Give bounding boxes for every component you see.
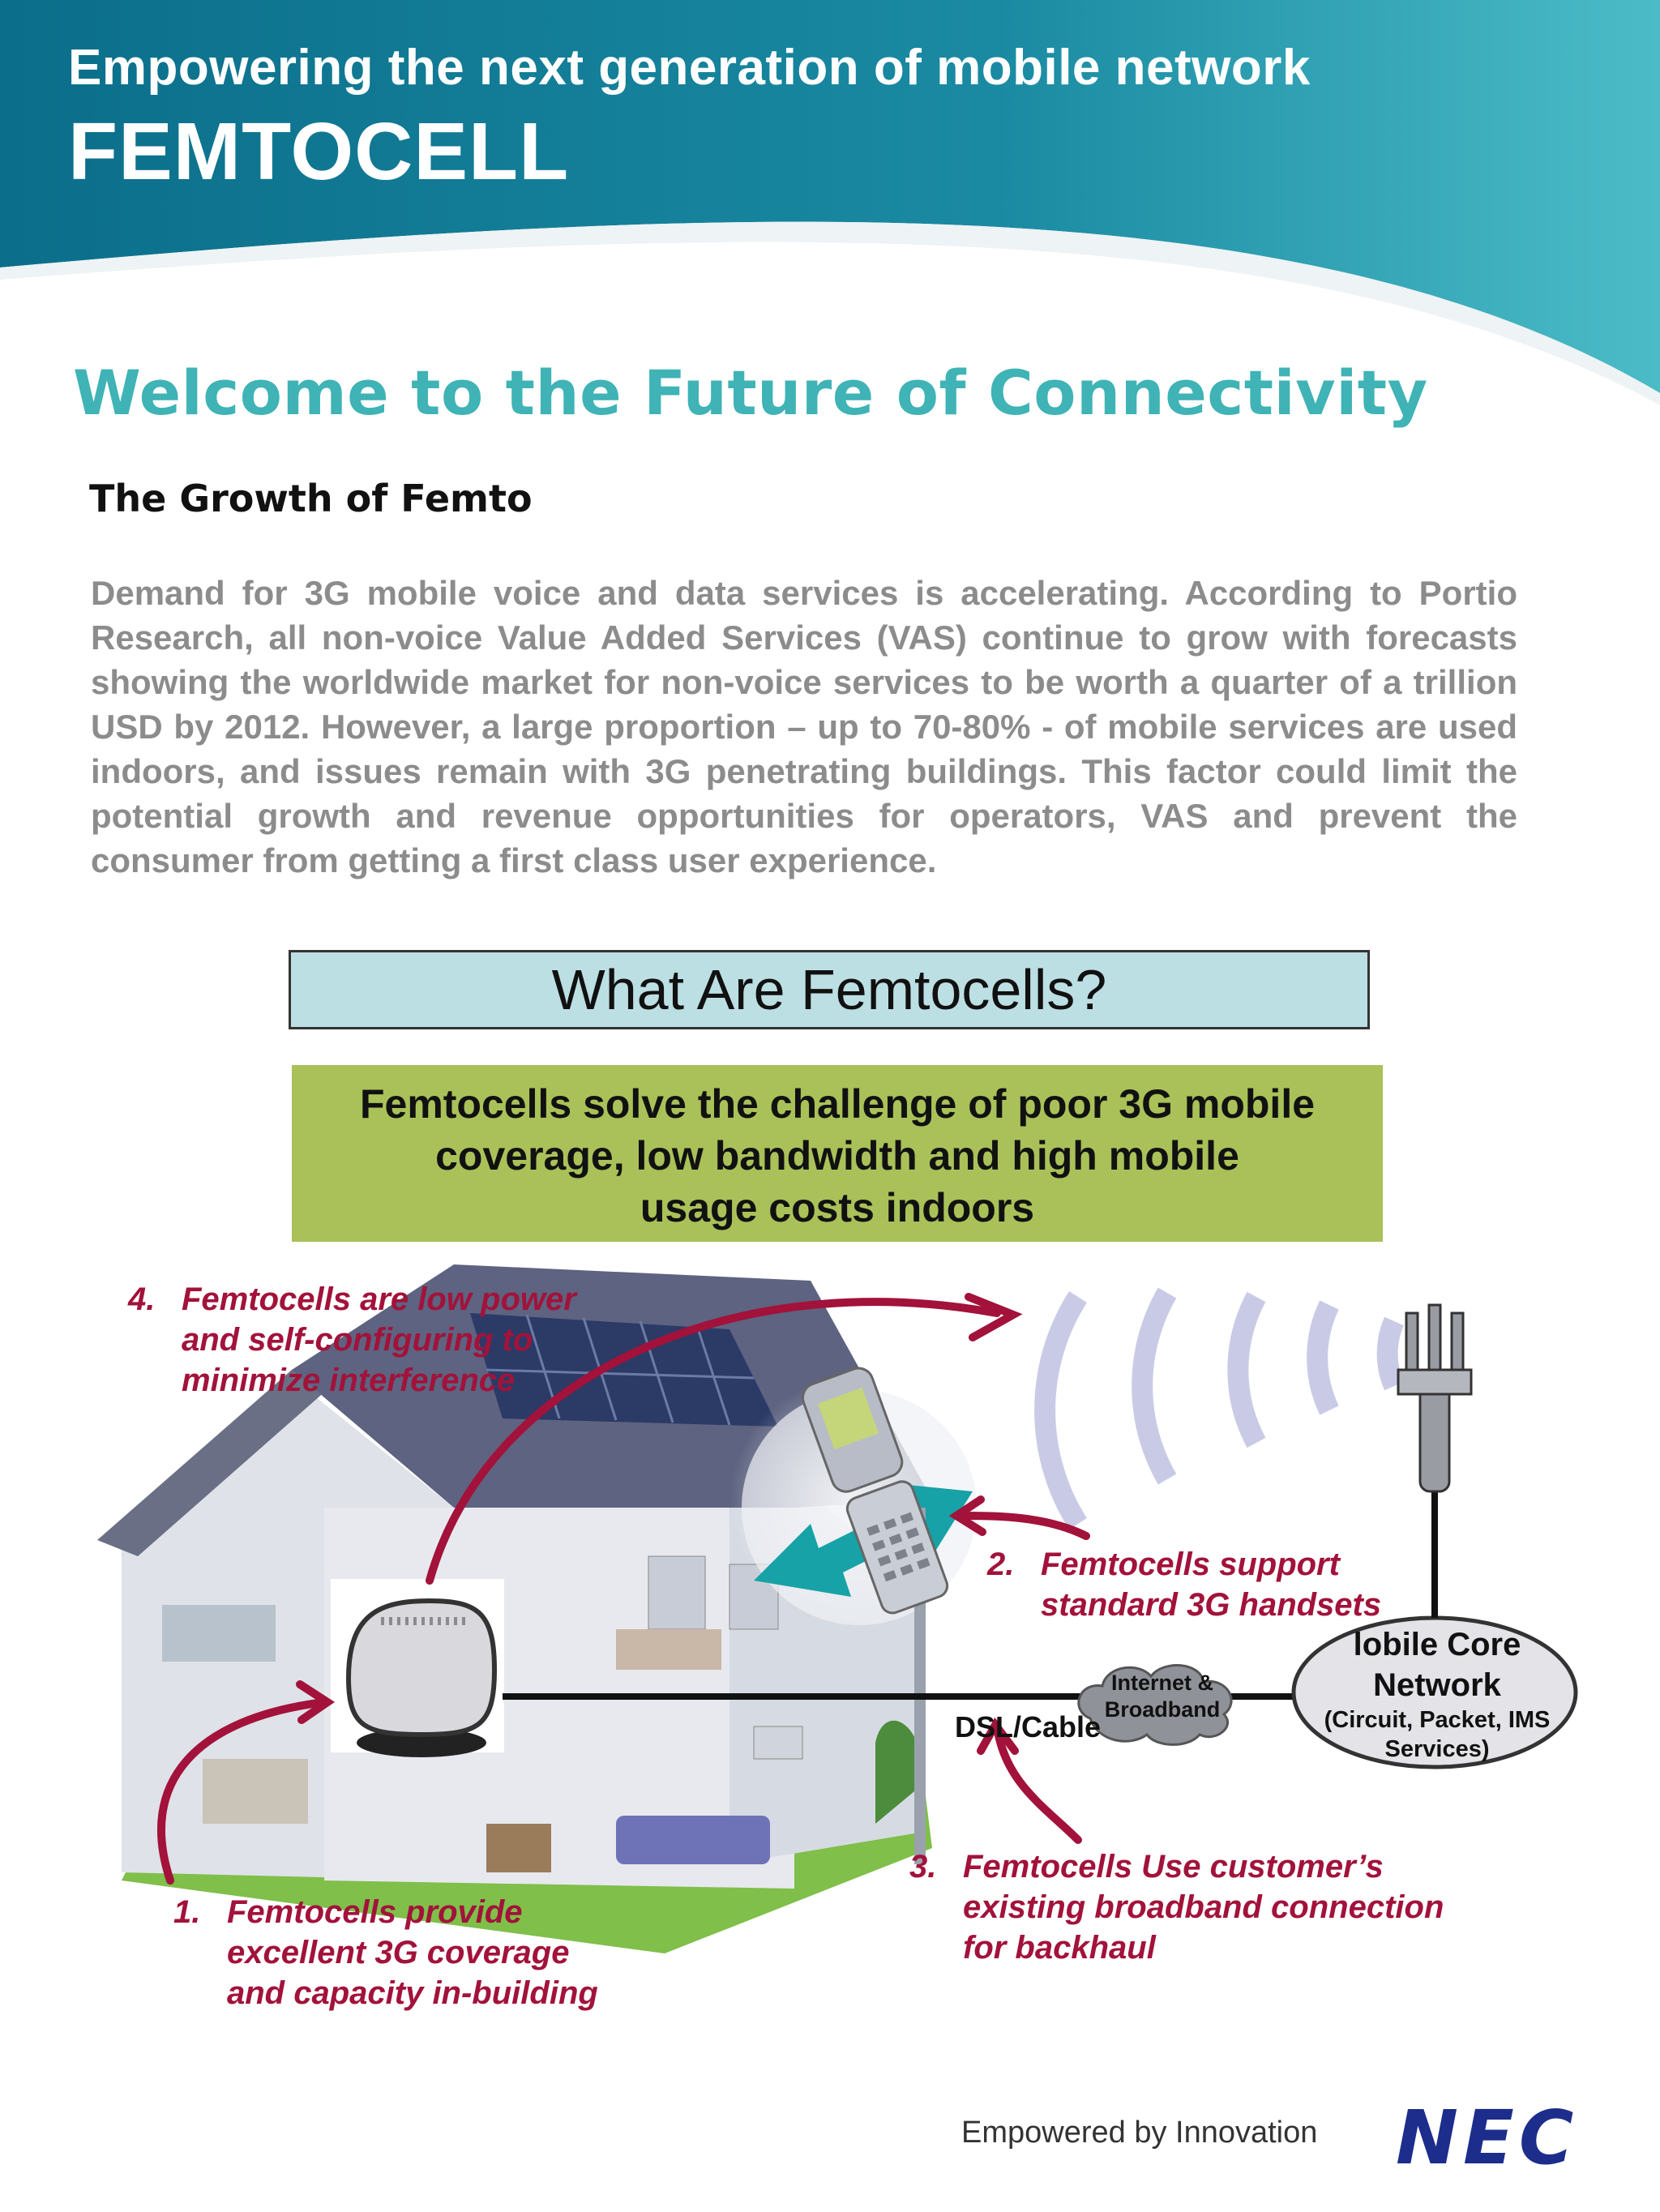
callout-4-text: Femtocells are low power and self-configuring to minimize interference (182, 1281, 576, 1398)
callout-4-number: 4. (128, 1281, 156, 1317)
callout-1-text: Femtocells provide excellent 3G coverage and capacity in-building (227, 1894, 598, 2011)
callout-2-number: 2. (987, 1547, 1015, 1582)
callout-1-number: 1. (173, 1894, 201, 1930)
mobile-core-detail: (Circuit, Packet, IMS Services) (1324, 1707, 1551, 1762)
radio-waves (1045, 1293, 1394, 1524)
callout-1 (173, 1892, 600, 2013)
dsl-cable-label: DSL/Cable (955, 1710, 1102, 1744)
summary-line-1: Femtocells solve the challenge of poor 3G mobile (359, 1081, 1316, 1127)
femtocell-device (331, 1579, 504, 1757)
summary-line-2: coverage, low bandwidth and high mobile (435, 1133, 1239, 1179)
section-heading: The Growth of Femto (89, 477, 533, 520)
footer-tagline: Empowered by Innovation (961, 2116, 1318, 2150)
callout-4 (128, 1279, 635, 1401)
callout-2 (987, 1544, 1430, 1625)
internet-broadband-label: Internet & Broadband (1104, 1671, 1221, 1722)
callout-3 (909, 1846, 1465, 1968)
callout-2-text: Femtocells support standard 3G handsets (1041, 1547, 1382, 1623)
summary-line-3: usage costs indoors (640, 1185, 1035, 1230)
mobile-core-title: lobile Core Network (1353, 1627, 1521, 1703)
what-are-femtocells-box: What Are Femtocells? (289, 950, 1370, 1029)
header-title: FEMTOCELL (68, 106, 570, 197)
nec-logo: NEC (1396, 2094, 1579, 2181)
header-subtitle: Empowering the next generation of mobile network (68, 40, 1311, 96)
callout-3-text: Femtocells Use customer’s existing broadband connection for backhaul (963, 1849, 1444, 1966)
callout-3-number: 3. (909, 1849, 937, 1885)
welcome-heading: Welcome to the Future of Connectivity (73, 357, 1428, 429)
summary-box (292, 1065, 1383, 1242)
intro-paragraph: Demand for 3G mobile voice and data services is accelerating. According to Portio Research, all non-voice Value Added Services (VAS) continue to grow with forecasts showing the worldwide market for non-voice services to be worth a quarter of a trillion USD by 2012. However, a large proportion – up to 70-80% - of mobile services are used indoors, and issues remain with 3G penetrating buildings. This factor could limit the potential growth and revenue opportunities for operators, VAS and prevent the consumer from getting a first class user experience. (91, 574, 1517, 879)
